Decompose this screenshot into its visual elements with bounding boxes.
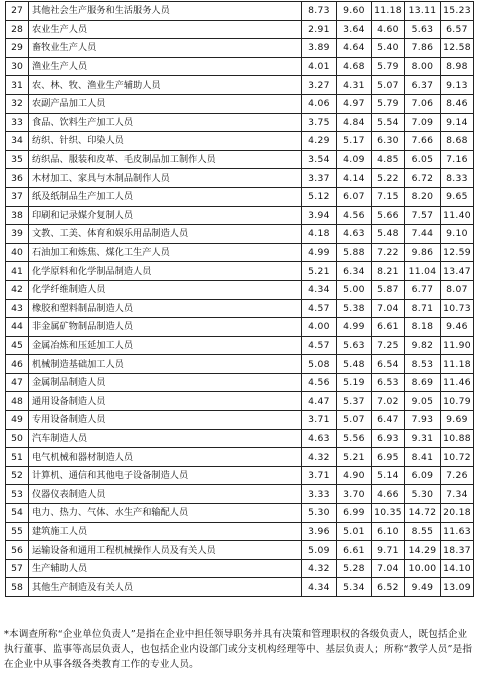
row-number: 27: [6, 2, 29, 21]
occupation-name: 其他生产制造及有关人员: [29, 578, 302, 597]
wage-value: 20.18: [441, 504, 474, 523]
wage-value: 7.25: [372, 336, 405, 355]
wage-value: 3.54: [302, 150, 337, 169]
wage-value: 8.20: [405, 187, 441, 206]
wage-value: 7.93: [405, 411, 441, 430]
occupation-name: 石油加工和炼焦、煤化工生产人员: [29, 243, 302, 262]
table-row: [6, 355, 474, 374]
row-number: 56: [6, 541, 29, 560]
row-number: 33: [6, 113, 29, 132]
row-number: 53: [6, 485, 29, 504]
occupation-name: 渔业生产人员: [29, 57, 302, 76]
wage-value: 11.63: [441, 522, 474, 541]
wage-value: 9.13: [441, 76, 474, 95]
wage-value: 11.90: [441, 336, 474, 355]
wage-value: 5.34: [337, 578, 372, 597]
wage-value: 6.54: [372, 355, 405, 374]
table-row: [6, 299, 474, 318]
table-row: [6, 169, 474, 188]
occupation-name: 农业生产人员: [29, 20, 302, 39]
wage-value: 4.29: [302, 132, 337, 151]
occupation-name: 食品、饮料生产加工人员: [29, 113, 302, 132]
wage-value: 4.32: [302, 448, 337, 467]
wage-value: 5.63: [337, 336, 372, 355]
wage-value: 8.55: [405, 522, 441, 541]
wage-value: 5.48: [337, 355, 372, 374]
wage-value: 3.37: [302, 169, 337, 188]
row-number: 29: [6, 39, 29, 58]
wage-value: 6.53: [372, 373, 405, 392]
wage-value: 4.66: [372, 485, 405, 504]
wage-value: 6.77: [405, 280, 441, 299]
wage-value: 3.33: [302, 485, 337, 504]
wage-value: 5.01: [337, 522, 372, 541]
table-row: [6, 113, 474, 132]
wage-value: 5.40: [372, 39, 405, 58]
row-number: 49: [6, 411, 29, 430]
wage-value: 8.68: [441, 132, 474, 151]
table-row: [6, 559, 474, 578]
wage-value: 8.41: [405, 448, 441, 467]
wage-value: 13.47: [441, 262, 474, 281]
wage-value: 4.97: [337, 94, 372, 113]
wage-value: 13.09: [441, 578, 474, 597]
wage-value: 5.63: [405, 20, 441, 39]
wage-value: 9.82: [405, 336, 441, 355]
wage-value: 3.94: [302, 206, 337, 225]
wage-value: 4.32: [302, 559, 337, 578]
table-row: [6, 411, 474, 430]
occupation-name: 汽车制造人员: [29, 429, 302, 448]
row-number: 55: [6, 522, 29, 541]
table-row: [6, 318, 474, 337]
wage-value: 4.00: [302, 318, 337, 337]
wage-value: 9.69: [441, 411, 474, 430]
wage-value: 8.98: [441, 57, 474, 76]
wage-value: 5.37: [337, 392, 372, 411]
table-row: [6, 280, 474, 299]
wage-value: 10.72: [441, 448, 474, 467]
table-row: [6, 448, 474, 467]
wage-value: 9.31: [405, 429, 441, 448]
wage-value: 8.33: [441, 169, 474, 188]
occupation-name: 建筑施工人员: [29, 522, 302, 541]
wage-value: 8.71: [405, 299, 441, 318]
wage-value: 4.18: [302, 225, 337, 244]
table-row: [6, 243, 474, 262]
row-number: 28: [6, 20, 29, 39]
wage-value: 4.57: [302, 336, 337, 355]
wage-value: 4.06: [302, 94, 337, 113]
table-row: [6, 485, 474, 504]
wage-value: 5.17: [337, 132, 372, 151]
wage-value: 4.99: [337, 318, 372, 337]
occupation-name: 电力、热力、气体、水生产和输配人员: [29, 504, 302, 523]
occupation-name: 化学原料和化学制品制造人员: [29, 262, 302, 281]
wage-value: 7.06: [405, 94, 441, 113]
wage-value: 9.49: [405, 578, 441, 597]
occupation-name: 专用设备制造人员: [29, 411, 302, 430]
wage-value: 5.48: [372, 225, 405, 244]
wage-value: 8.73: [302, 2, 337, 21]
wage-value: 8.69: [405, 373, 441, 392]
wage-value: 3.75: [302, 113, 337, 132]
row-number: 50: [6, 429, 29, 448]
occupation-name: 仪器仪表制造人员: [29, 485, 302, 504]
table-row: [6, 94, 474, 113]
wage-value: 5.79: [372, 94, 405, 113]
wage-value: 18.37: [441, 541, 474, 560]
wage-value: 4.63: [337, 225, 372, 244]
wage-value: 4.34: [302, 280, 337, 299]
row-number: 32: [6, 94, 29, 113]
wage-value: 7.16: [441, 150, 474, 169]
wage-value: 9.10: [441, 225, 474, 244]
table-row: [6, 336, 474, 355]
occupation-name: 纺织品、服装和皮革、毛皮制品加工制作人员: [29, 150, 302, 169]
wage-value: 4.64: [337, 39, 372, 58]
occupation-name: 橡胶和塑料制品制造人员: [29, 299, 302, 318]
wage-value: 10.73: [441, 299, 474, 318]
wage-value: 5.21: [337, 448, 372, 467]
wage-value: 6.99: [337, 504, 372, 523]
wage-value: 4.57: [302, 299, 337, 318]
wage-value: 7.26: [441, 466, 474, 485]
row-number: 52: [6, 466, 29, 485]
row-number: 58: [6, 578, 29, 597]
wage-value: 11.18: [372, 2, 405, 21]
row-number: 47: [6, 373, 29, 392]
row-number: 30: [6, 57, 29, 76]
wage-value: 7.34: [441, 485, 474, 504]
row-number: 40: [6, 243, 29, 262]
wage-value: 8.53: [405, 355, 441, 374]
table-row: [6, 541, 474, 560]
wage-value: 13.11: [405, 2, 441, 21]
occupation-name: 通用设备制造人员: [29, 392, 302, 411]
wage-value: 4.56: [337, 206, 372, 225]
wage-value: 14.29: [405, 541, 441, 560]
wage-value: 4.68: [337, 57, 372, 76]
wage-value: 5.08: [302, 355, 337, 374]
table-row: [6, 225, 474, 244]
wage-value: 3.96: [302, 522, 337, 541]
wage-table: [5, 1, 474, 597]
wage-value: 5.66: [372, 206, 405, 225]
wage-value: 5.12: [302, 187, 337, 206]
table-row: [6, 39, 474, 58]
wage-value: 4.85: [372, 150, 405, 169]
table-row: [6, 522, 474, 541]
wage-value: 6.30: [372, 132, 405, 151]
wage-value: 4.84: [337, 113, 372, 132]
wage-value: 5.07: [337, 411, 372, 430]
table-row: [6, 2, 474, 21]
wage-value: 6.09: [405, 466, 441, 485]
wage-value: 6.93: [372, 429, 405, 448]
wage-value: 5.54: [372, 113, 405, 132]
occupation-name: 运输设备和通用工程机械操作人员及有关人员: [29, 541, 302, 560]
wage-value: 11.04: [405, 262, 441, 281]
wage-value: 7.66: [405, 132, 441, 151]
row-number: 51: [6, 448, 29, 467]
wage-value: 15.23: [441, 2, 474, 21]
wage-value: 14.10: [441, 559, 474, 578]
wage-value: 5.87: [372, 280, 405, 299]
wage-value: 4.01: [302, 57, 337, 76]
wage-value: 7.22: [372, 243, 405, 262]
wage-value: 9.86: [405, 243, 441, 262]
row-number: 42: [6, 280, 29, 299]
table-row: [6, 466, 474, 485]
wage-value: 6.34: [337, 262, 372, 281]
occupation-name: 金属制品制造人员: [29, 373, 302, 392]
wage-value: 5.14: [372, 466, 405, 485]
wage-value: 4.63: [302, 429, 337, 448]
wage-value: 5.30: [302, 504, 337, 523]
wage-value: 6.95: [372, 448, 405, 467]
wage-value: 4.56: [302, 373, 337, 392]
row-number: 45: [6, 336, 29, 355]
wage-value: 9.60: [337, 2, 372, 21]
wage-value: 11.46: [441, 373, 474, 392]
wage-value: 4.09: [337, 150, 372, 169]
wage-value: 7.57: [405, 206, 441, 225]
occupation-name: 纸及纸制品生产加工人员: [29, 187, 302, 206]
row-number: 39: [6, 225, 29, 244]
table-row: [6, 504, 474, 523]
wage-value: 4.90: [337, 466, 372, 485]
row-number: 41: [6, 262, 29, 281]
wage-value: 6.61: [337, 541, 372, 560]
wage-value: 8.46: [441, 94, 474, 113]
wage-value: 5.30: [405, 485, 441, 504]
wage-value: 3.89: [302, 39, 337, 58]
table-row: [6, 132, 474, 151]
wage-value: 5.38: [337, 299, 372, 318]
wage-value: 5.09: [302, 541, 337, 560]
wage-value: 8.18: [405, 318, 441, 337]
wage-value: 7.04: [372, 559, 405, 578]
occupation-name: 其他社会生产服务和生活服务人员: [29, 2, 302, 21]
wage-value: 3.70: [337, 485, 372, 504]
wage-value: 11.40: [441, 206, 474, 225]
wage-value: 5.79: [372, 57, 405, 76]
row-number: 31: [6, 76, 29, 95]
wage-value: 10.79: [441, 392, 474, 411]
wage-value: 9.65: [441, 187, 474, 206]
wage-value: 4.14: [337, 169, 372, 188]
wage-value: 5.22: [372, 169, 405, 188]
wage-value: 6.47: [372, 411, 405, 430]
occupation-name: 木材加工、家具与木制品制作人员: [29, 169, 302, 188]
wage-value: 3.71: [302, 466, 337, 485]
table-row: [6, 57, 474, 76]
wage-value: 4.60: [372, 20, 405, 39]
occupation-name: 计算机、通信和其他电子设备制造人员: [29, 466, 302, 485]
table-row: [6, 392, 474, 411]
row-number: 54: [6, 504, 29, 523]
occupation-name: 农、林、牧、渔业生产辅助人员: [29, 76, 302, 95]
occupation-name: 化学纤维制造人员: [29, 280, 302, 299]
wage-value: 2.91: [302, 20, 337, 39]
wage-value: 12.58: [441, 39, 474, 58]
occupation-name: 电气机械和器材制造人员: [29, 448, 302, 467]
wage-value: 5.88: [337, 243, 372, 262]
wage-value: 6.61: [372, 318, 405, 337]
wage-value: 8.00: [405, 57, 441, 76]
row-number: 44: [6, 318, 29, 337]
row-number: 48: [6, 392, 29, 411]
wage-value: 5.21: [302, 262, 337, 281]
row-number: 57: [6, 559, 29, 578]
row-number: 38: [6, 206, 29, 225]
occupation-name: 非金属矿物制品制造人员: [29, 318, 302, 337]
occupation-name: 畜牧业生产人员: [29, 39, 302, 58]
wage-value: 10.00: [405, 559, 441, 578]
row-number: 34: [6, 132, 29, 151]
wage-value: 4.47: [302, 392, 337, 411]
table-row: [6, 262, 474, 281]
wage-value: 7.09: [405, 113, 441, 132]
wage-value: 6.72: [405, 169, 441, 188]
table-row: [6, 187, 474, 206]
wage-value: 10.88: [441, 429, 474, 448]
wage-value: 6.37: [405, 76, 441, 95]
occupation-name: 金属冶炼和压延加工人员: [29, 336, 302, 355]
wage-value: 6.10: [372, 522, 405, 541]
table-row: [6, 373, 474, 392]
wage-value: 4.99: [302, 243, 337, 262]
occupation-name: 文教、工美、体育和娱乐用品制造人员: [29, 225, 302, 244]
wage-value: 12.59: [441, 243, 474, 262]
table-row: [6, 578, 474, 597]
wage-value: 11.18: [441, 355, 474, 374]
wage-value: 9.71: [372, 541, 405, 560]
row-number: 35: [6, 150, 29, 169]
table-row: [6, 20, 474, 39]
row-number: 46: [6, 355, 29, 374]
wage-value: 7.02: [372, 392, 405, 411]
wage-value: 5.56: [337, 429, 372, 448]
wage-value: 9.14: [441, 113, 474, 132]
wage-value: 8.07: [441, 280, 474, 299]
occupation-name: 农副产品加工人员: [29, 94, 302, 113]
wage-value: 7.15: [372, 187, 405, 206]
wage-value: 5.07: [372, 76, 405, 95]
row-number: 36: [6, 169, 29, 188]
wage-value: 7.86: [405, 39, 441, 58]
footnote: *本调查所称“企业单位负责人”是指在企业中担任领导职务并具有决策和管理职权的各级负责人，既包括企业执行董事、监事等高层负责人，也包括企业内设部门或分支机构经理等中、基层负责人；所称“教学人员”是指在企业中从事各级各类教育工作的专业人员。: [4, 629, 473, 670]
wage-value: 6.07: [337, 187, 372, 206]
wage-value: 10.35: [372, 504, 405, 523]
occupation-name: 印刷和记录媒介复制人员: [29, 206, 302, 225]
wage-value: 3.71: [302, 411, 337, 430]
wage-value: 5.19: [337, 373, 372, 392]
wage-value: 7.44: [405, 225, 441, 244]
wage-value: 5.00: [337, 280, 372, 299]
wage-value: 7.04: [372, 299, 405, 318]
row-number: 43: [6, 299, 29, 318]
table-row: [6, 76, 474, 95]
table-row: [6, 429, 474, 448]
wage-value: 6.52: [372, 578, 405, 597]
wage-value: 3.27: [302, 76, 337, 95]
wage-value: 4.31: [337, 76, 372, 95]
occupation-name: 纺织、针织、印染人员: [29, 132, 302, 151]
wage-value: 5.28: [337, 559, 372, 578]
table-row: [6, 206, 474, 225]
wage-value: 6.57: [441, 20, 474, 39]
wage-value: 9.05: [405, 392, 441, 411]
occupation-name: 生产辅助人员: [29, 559, 302, 578]
wage-value: 3.64: [337, 20, 372, 39]
occupation-name: 机械制造基础加工人员: [29, 355, 302, 374]
table-row: [6, 150, 474, 169]
row-number: 37: [6, 187, 29, 206]
wage-value: 8.21: [372, 262, 405, 281]
wage-value: 6.05: [405, 150, 441, 169]
wage-value: 4.34: [302, 578, 337, 597]
wage-value: 14.72: [405, 504, 441, 523]
wage-value: 9.46: [441, 318, 474, 337]
